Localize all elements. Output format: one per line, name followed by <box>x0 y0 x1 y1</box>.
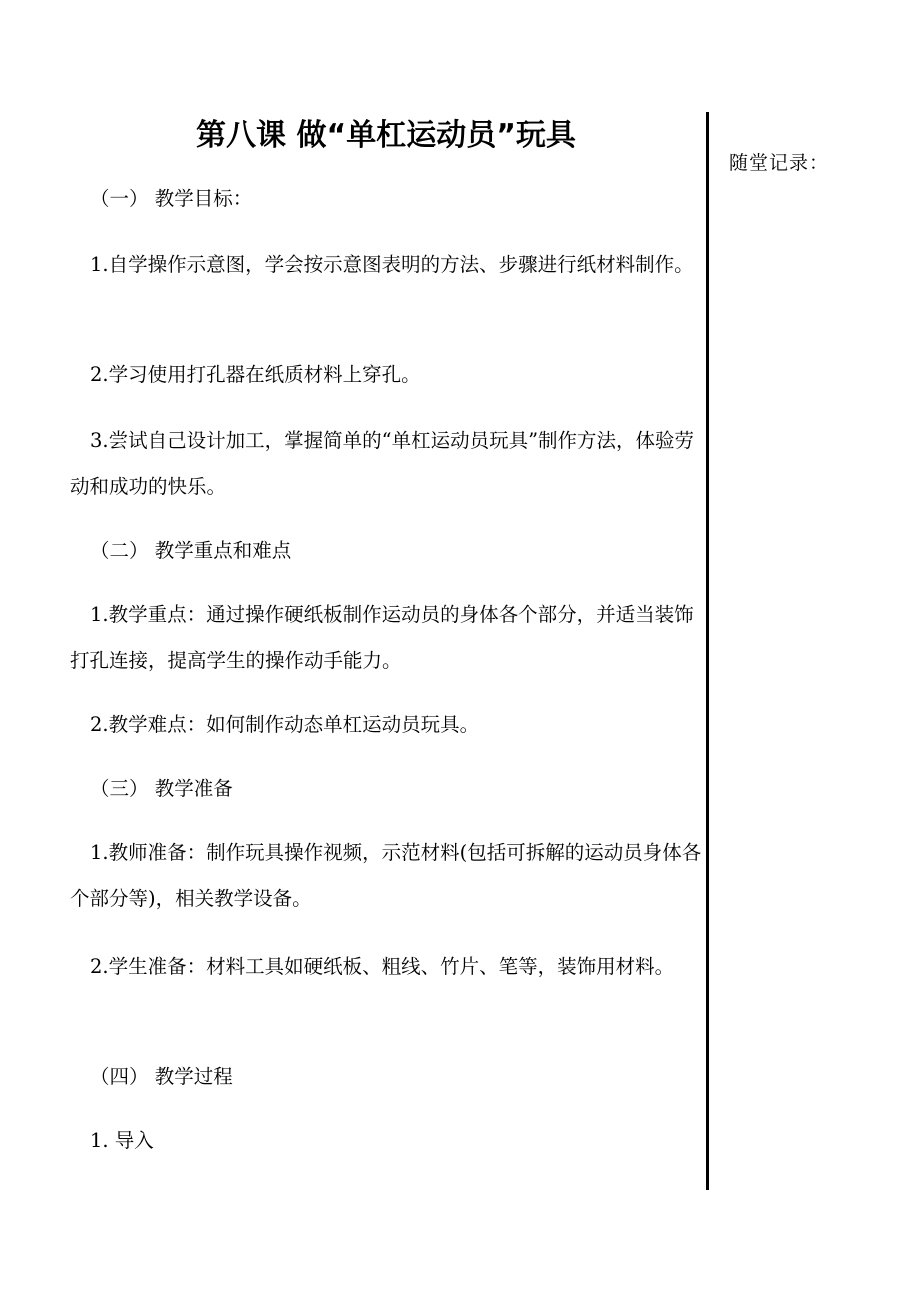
key-point-item-2: 2.教学难点：如何制作动态单杠运动员玩具。 <box>90 713 480 736</box>
main-column <box>70 0 702 1302</box>
objective-item-3: 3.尝试自己设计加工，掌握简单的“单杠运动员玩具”制作方法，体验劳动和成功的快乐。 <box>70 429 695 498</box>
section-heading-preparation: （三） 教学准备 <box>90 777 233 800</box>
vertical-divider <box>706 112 709 1190</box>
page-title: 第八课 做“单杠运动员”玩具 <box>196 118 576 153</box>
preparation-item-2: 2.学生准备：材料工具如硬纸板、粗线、竹片、笔等，装饰用材料。 <box>90 955 675 978</box>
class-notes-label: 随堂记录： <box>729 152 830 174</box>
section-heading-key-points: （二） 教学重点和难点 <box>90 539 292 562</box>
section-heading-objectives: （一） 教学目标： <box>90 187 253 210</box>
objective-item-2: 2.学习使用打孔器在纸质材料上穿孔。 <box>90 363 421 386</box>
section-heading-process: （四） 教学过程 <box>90 1065 233 1088</box>
preparation-item-1: 1.教师准备：制作玩具操作视频，示范材料(包括可拆解的运动员身体各个部分等)，相关教学设备。 <box>70 841 702 910</box>
process-item-1: 1. 导入 <box>90 1129 154 1152</box>
objective-item-1: 1.自学操作示意图，学会按示意图表明的方法、步骤进行纸材料制作。 <box>90 253 694 276</box>
key-point-item-1: 1.教学重点：通过操作硬纸板制作运动员的身体各个部分，并适当装饰打孔连接，提高学生的操作动手能力。 <box>70 603 694 672</box>
